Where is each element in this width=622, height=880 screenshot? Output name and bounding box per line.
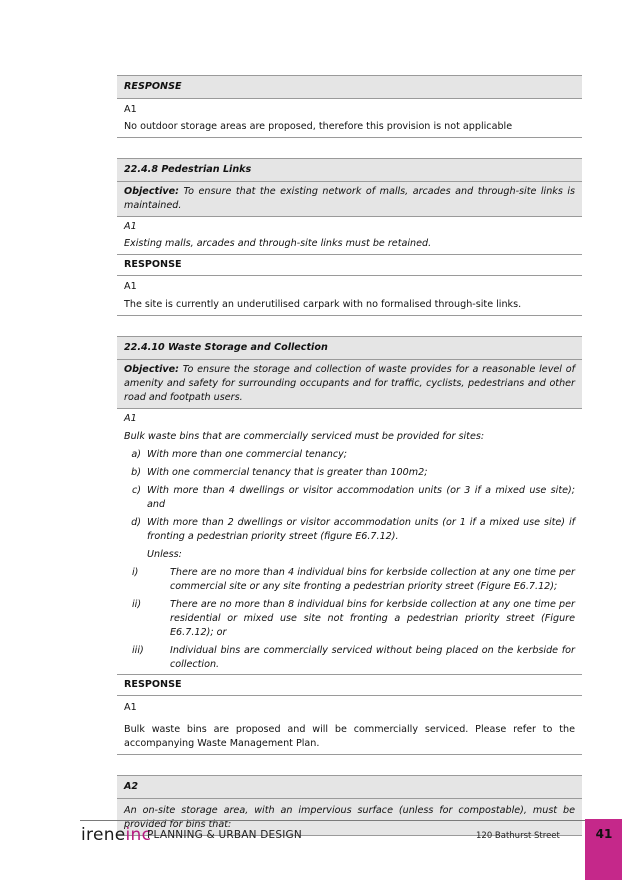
response-text: The site is currently an underutilised carpark with no formalised through-site links. [124, 299, 522, 310]
sub-list-item-text: There are no more than 8 individual bins for kerbside collection at any one time per residential or mixed use site not fronting a pedestrian priority street (Figure E6.7.12); or [170, 599, 575, 638]
objective-label: Objective: [124, 364, 179, 375]
a2-header [117, 775, 582, 799]
response-header [117, 255, 582, 276]
sub-list-item-text: There are no more than 4 individual bins for kerbside collection at any one time per commercial site or any site fronting a pedestrian priority street (Figure E6.7.12); [170, 567, 575, 592]
objective-text: To ensure that the existing network of malls, arcades and through-site links is maintained. [124, 186, 575, 211]
section-heading [117, 336, 582, 360]
objective-label: Objective: [124, 186, 179, 197]
a2-label: A2 [124, 781, 139, 792]
objective-row [117, 182, 582, 217]
section-title: 22.4.8 Pedestrian Links [124, 164, 252, 175]
list-item-label: c) [131, 485, 141, 496]
response-label: RESPONSE [124, 259, 182, 270]
response-label: RESPONSE [124, 679, 182, 690]
acceptable-solution-intro: Bulk waste bins that are commercially serviced must be provided for sites: [124, 431, 485, 442]
response-a1 [117, 696, 582, 715]
list-item-text: With one commercial tenancy that is greater than 100m2; [147, 467, 428, 478]
acceptable-solution-row [117, 409, 582, 675]
section-heading [117, 158, 582, 182]
response-header [117, 675, 582, 696]
list-item-label: d) [131, 517, 141, 528]
a1-label: A1 [124, 413, 137, 424]
sub-list-item [124, 644, 575, 672]
response-text: No outdoor storage areas are proposed, therefore this provision is not applicable [124, 121, 513, 132]
list-item-text: With more than 2 dwellings or visitor accommodation units (or 1 if a mixed use site) if fronting a pedestrian priority street (figure E6.7.12). [147, 517, 575, 542]
response-text-row [117, 294, 582, 316]
response-text-row [117, 715, 582, 755]
list-item-label: a) [131, 449, 141, 460]
sub-list-item-label: iii) [132, 645, 144, 656]
acceptable-solution-label-row [117, 217, 582, 234]
response-label: RESPONSE [124, 81, 182, 92]
a1-label: A1 [124, 281, 137, 292]
list-item [124, 466, 575, 480]
document-body [117, 75, 582, 836]
objective-row [117, 360, 582, 409]
list-item-label: b) [131, 467, 141, 478]
response-text-row [117, 117, 582, 138]
footer-divider [80, 820, 585, 821]
sub-list-item-label: i) [132, 567, 139, 578]
list-item-text: With more than one commercial tenancy; [147, 449, 348, 460]
acceptable-solution-text: Existing malls, arcades and through-site links must be retained. [124, 238, 432, 249]
list-item [124, 516, 575, 544]
page-number: 41 [595, 827, 613, 841]
acceptable-solution-row [117, 234, 582, 255]
logo-wordmark-part1: irene [81, 825, 126, 845]
list-item [124, 484, 575, 512]
logo-wordmark-part2: inc [125, 825, 152, 845]
sub-list-item [124, 566, 575, 594]
sub-list-item [124, 598, 575, 640]
unless-label: Unless: [147, 549, 182, 560]
company-logo [81, 825, 151, 845]
list-item [124, 448, 575, 462]
response-text: Bulk waste bins are proposed and will be commercially serviced. Please refer to the accompanying Waste Management Plan. [124, 724, 575, 749]
response-a1 [117, 276, 582, 294]
list-item-text: With more than 4 dwellings or visitor accommodation units (or 3 if a mixed use site); and [147, 485, 575, 510]
response-header [117, 75, 582, 99]
a2-text: An on-site storage area, with an impervious surface (unless for compostable), must be provided for bins that: [124, 805, 575, 830]
a1-label: A1 [124, 221, 137, 232]
sub-list-item-label: ii) [132, 599, 142, 610]
a1-label: A1 [124, 104, 137, 115]
response-a1 [117, 99, 582, 117]
section-title: 22.4.10 Waste Storage and Collection [124, 342, 328, 353]
company-tagline: PLANNING & URBAN DESIGN [147, 829, 302, 841]
objective-text: To ensure the storage and collection of waste provides for a reasonable level of amenity and safety for surrounding occupants and for traffic, cyclists, pedestrians and other road and footpath users. [124, 364, 575, 403]
project-address: 120 Bathurst Street [476, 831, 560, 841]
sub-list-item-text: Individual bins are commercially serviced without being placed on the kerbside for collection. [170, 645, 575, 670]
a1-label: A1 [124, 702, 137, 713]
